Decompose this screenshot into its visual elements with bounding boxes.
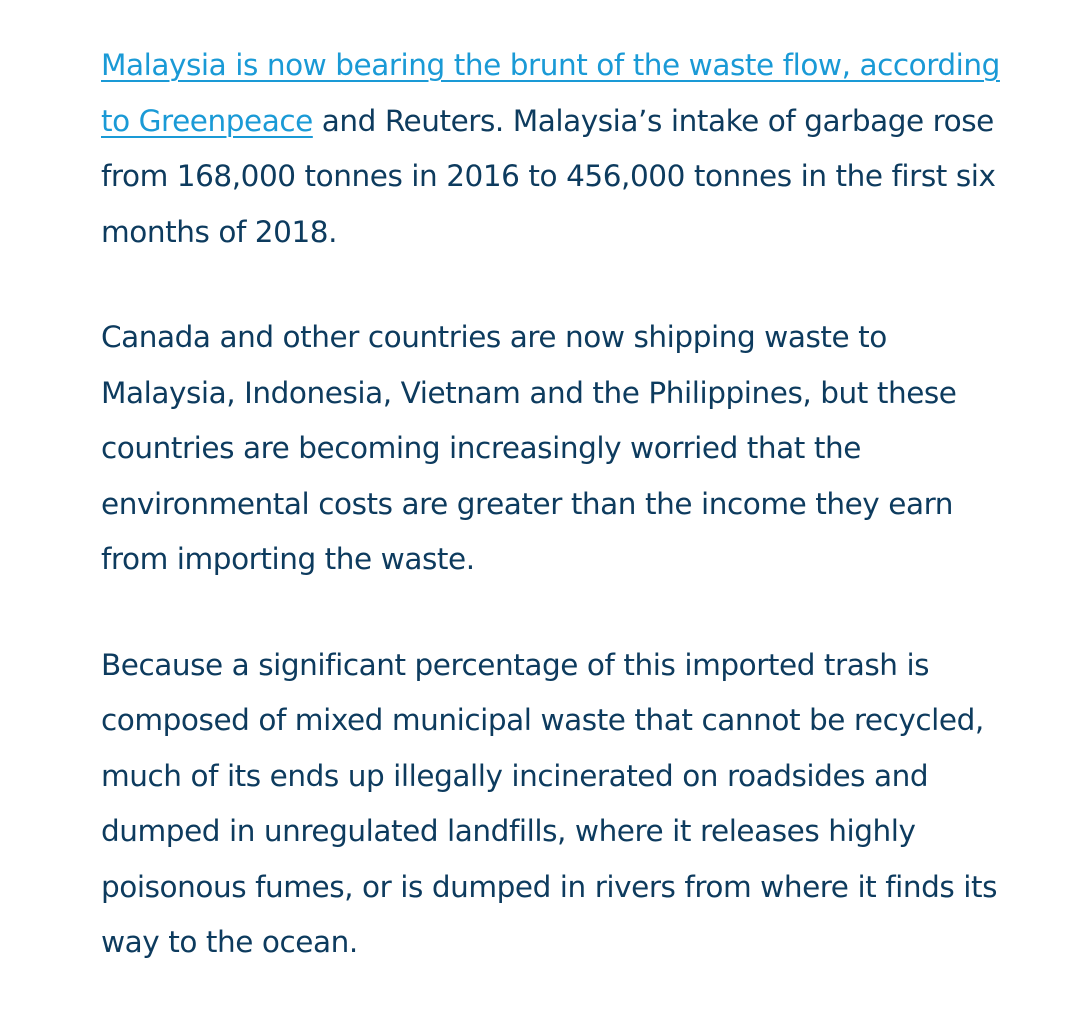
paragraph-shipping-countries: Canada and other countries are now shipping waste to Malaysia, Indonesia, Vietnam and the Philippines, but these countries are becoming increasingly worried that the environmental costs are greater than the income they earn from importing the waste. — [101, 320, 957, 576]
greenpeace-link[interactable]: Malaysia is now bearing the brunt of the waste flow, according to Greenpeace — [101, 48, 1000, 138]
article-body — [101, 38, 1001, 1021]
paragraph-malaysia-intake — [101, 38, 1001, 260]
paragraph-malaysia-intake-text: and Reuters. Malaysia’s intake of garbage rose from 168,000 tonnes in 2016 to 456,000 tonnes in the first six months of 2018. — [101, 103, 996, 249]
paragraph-mixed-municipal-waste: Because a significant percentage of this imported trash is composed of mixed municipal waste that cannot be recycled, much of its ends up illegally incinerated on roadsides and dumped in unregulated landfills, where it releases highly poisonous fumes, or is dumped in rivers from where it finds its way to the ocean. — [101, 647, 998, 959]
